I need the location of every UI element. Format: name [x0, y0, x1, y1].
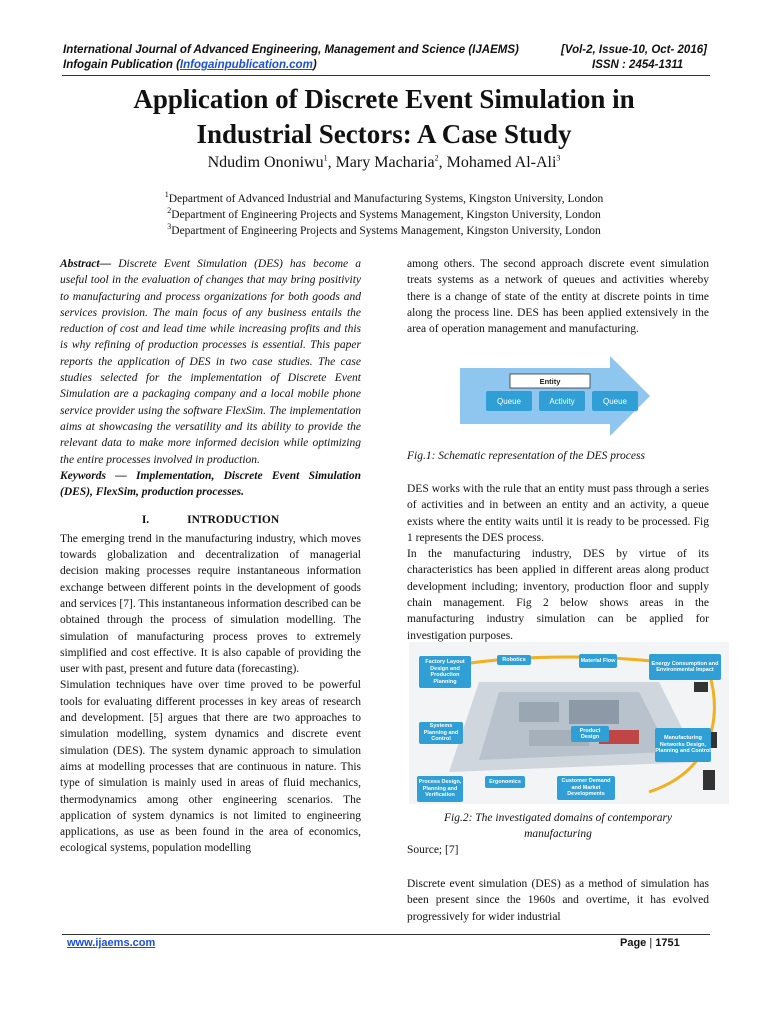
page-number: Page | 1751: [620, 937, 680, 949]
queue-label: Queue: [602, 397, 628, 406]
keywords: Keywords — Implementation, Discrete Event Simulation (DES), FlexSim, production processes.: [60, 469, 361, 499]
right-column-top: [407, 256, 709, 337]
volume-info: [Vol-2, Issue-10, Oct- 2016]: [561, 44, 707, 56]
paragraph: DES works with the rule that an entity must pass through a series of activities and in between an entity and an activity, a queue exists where the entity waits until it is ready to be processed. Fig 1 represents the DES process.: [407, 483, 709, 544]
fig2-box: Ergonomics: [485, 776, 525, 788]
publisher-line: [63, 59, 317, 71]
paragraph: In the manufacturing industry, DES by virtue of its characteristics has been applied in different areas along product development including; inventory, production floor and supply chain management. Fig 2 below shows areas in the manufacturing industry simulation can be applied for investigation purposes.: [407, 548, 709, 642]
journal-name: International Journal of Advanced Engineering, Management and Science (IJAEMS): [63, 44, 519, 56]
right-column-middle: [407, 481, 709, 644]
machine-block: [569, 700, 619, 724]
figure-1-caption: Fig.1: Schematic representation of the DES process: [407, 450, 645, 462]
author-sup: 2: [434, 153, 439, 163]
figure-2: [409, 642, 729, 804]
author-name: Mohamed Al-Ali: [446, 154, 557, 171]
abstract: [60, 256, 361, 468]
affiliation: $^3$Department of Engineering Projects and Systems Management, Kingston University, London: [167, 222, 601, 237]
header-rule: [62, 75, 710, 76]
left-column: [60, 256, 361, 857]
machine-block: [519, 702, 559, 722]
queue-label: Queue: [496, 397, 522, 406]
paragraph: among others. The second approach discrete event simulation treats systems as a network of queues and activities whereby there is a change of state of the entity at discrete points in time along the process line. DES has been applied extensively in the area of operation management and manufacturing.: [407, 258, 709, 336]
publisher-suffix: ): [312, 59, 317, 71]
des-process-diagram: [460, 356, 660, 436]
fig2-box: Energy Consumption and Environmental Impact: [649, 654, 721, 680]
authors: Ndudim Ononiwu$^1$, Mary Macharia$^2$, Mohamed Al-Ali$^3$: [207, 153, 561, 171]
section-heading: I. INTRODUCTION: [141, 514, 280, 527]
author-name: Ndudim Ononiwu: [207, 154, 324, 171]
figure-1: [460, 356, 660, 436]
paragraph: Simulation techniques have over time proved to be powerful tools for evaluating different processes in key areas of research and development. [5] argues that there are two approaches to simulation modelling, system dynamics and discrete event simulation (DES). The system dynamic approach to simulation aims at modelling processes that are continuous in nature. This type of simulation is mainly used in areas of fluid mechanics, thermodynamics among other engineering scenarios. The application of system dynamics is not limited to engineering applications, as use as been found in the area of economics, ecological systems, population modelling: [60, 679, 361, 855]
affiliation: $^1$Department of Advanced Industrial and Manufacturing Systems, Kingston University, London: [164, 190, 604, 205]
footer-rule: [62, 934, 710, 935]
fig2-box: Systems Planning and Control: [419, 722, 463, 744]
paragraph: The emerging trend in the manufacturing industry, which moves towards globalization and decentralization of managerial decision making processes require instantaneous information exchange between different points in the development of goods and services [7]. This instantaneous information described can be obtained through the process of simulation modelling. The simulation of manufacturing process proves to extremely simplified and cost effective. It is also capable of providing the user with past, present and future data (forecasting).: [60, 532, 361, 676]
building-icon: [694, 682, 708, 692]
right-column-bottom: [407, 876, 709, 925]
footer-url[interactable]: www.ijaems.com: [67, 937, 156, 949]
fig2-box: Manufacturing Networks Design, Planning and Control: [655, 728, 711, 762]
figure-2-source: Source; [7]: [407, 844, 459, 856]
issn: ISSN : 2454-1311: [592, 59, 684, 71]
figure-2-caption: Fig.2: The investigated domains of contemporary manufacturing: [443, 812, 673, 840]
author-sup: 3: [556, 153, 561, 163]
affiliation: $^2$Department of Engineering Projects and Systems Management, Kingston University, London: [167, 206, 601, 221]
publisher-link[interactable]: Infogainpublication.com: [179, 59, 313, 71]
publisher-prefix: Infogain Publication (: [63, 59, 180, 71]
fig2-box: Material Flow: [579, 654, 617, 668]
fig2-box: Robotics: [497, 655, 531, 665]
entity-label: Entity: [539, 377, 561, 386]
abstract-text: Discrete Event Simulation (DES) has become a useful tool in the evaluation of changes that may bring positivity to manufacturing and process organizations for both goods and services provision. The main focus of any business entails the reduction of cost and lead time while increasing profits and this is why refining of production processes is essential. This paper reports the application of DES in two case studies. The case studies selected for the implementation of Discrete Event Simulation are a packaging company and a local mobile phone service provider using the software FlexSim. The implementation aims at showcasing the versatility and its ability to provide the relevant data to make more informed decision while optimizing the entire processes involved in production.: [60, 258, 361, 466]
fig2-box: Product Design: [571, 726, 609, 742]
paragraph: Discrete event simulation (DES) as a method of simulation has been present since the 1960s and overtime, it has evolved progressively for wider industrial: [407, 878, 709, 923]
author-sup: 1: [323, 153, 328, 163]
fig2-box: Process Design, Planning and Verification: [417, 776, 463, 802]
abstract-label: Abstract—: [60, 258, 112, 270]
city-icon: [703, 770, 715, 790]
author-name: Mary Macharia: [335, 154, 435, 171]
activity-label: Activity: [549, 397, 575, 406]
fig2-box: Factory Layout Design and Production Planning: [419, 656, 471, 688]
paper-title-line-2: Industrial Sectors: A Case Study: [196, 119, 572, 149]
paper-title-line-1: Application of Discrete Event Simulation in: [133, 84, 635, 114]
fig2-box: Customer Demand and Market Developments: [557, 776, 615, 800]
